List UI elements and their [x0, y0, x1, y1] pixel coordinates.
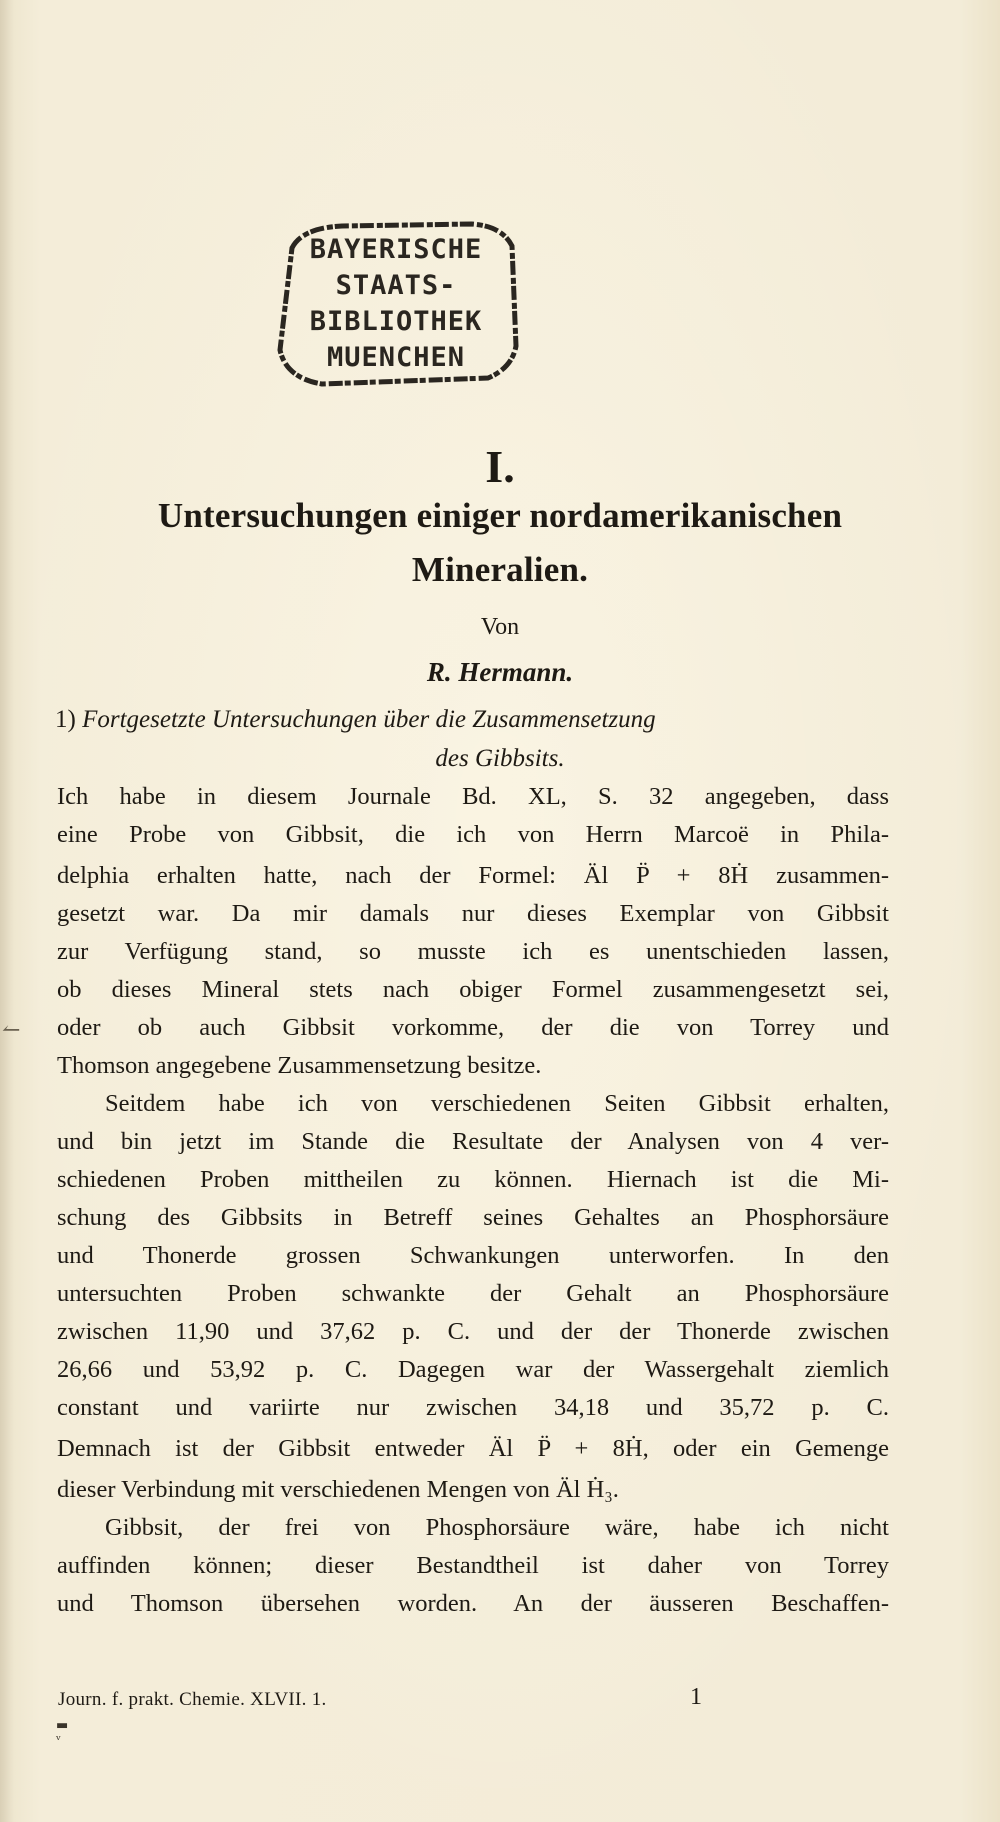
printer-mark-icon: ▬ ᵛ [56, 1718, 69, 1748]
subheading-number: 1) [55, 706, 76, 733]
body-line-1: Ich habe in diesem Journale Bd. XL, S. 32 angegeben, dass [57, 783, 889, 810]
body-line-9: Seitdem habe ich von verschiedenen Seiten Gibbsit erhalten, [105, 1090, 889, 1117]
body-line-13: und Thonerde grossen Schwankungen unterworfen. In den [57, 1242, 889, 1269]
sheet-number: 1 [690, 1684, 702, 1710]
body-line-11: schiedenen Proben mittheilen zu können. Hiernach ist die Mi- [57, 1166, 889, 1193]
stamp-line-1: BAYERISCHE [309, 234, 483, 265]
body-line-12: schung des Gibbsits in Betreff seines Gehaltes an Phosphorsäure [57, 1204, 889, 1231]
body-line-15: zwischen 11,90 und 37,62 p. C. und der der Thonerde zwischen [57, 1318, 889, 1345]
stamp-line-2: STAATS- [335, 270, 457, 301]
subheading-line1 [55, 706, 945, 734]
body-line-10: und bin jetzt im Stande die Resultate der Analysen von 4 ver- [57, 1128, 889, 1155]
body-line-8: Thomson angegebene Zusammensetzung besitze. [57, 1052, 542, 1079]
library-stamp [262, 218, 530, 390]
body-line-6: ob dieses Mineral stets nach obiger Formel zusammengesetzt sei, [57, 976, 889, 1003]
journal-signature: Journ. f. prakt. Chemie. XLVII. 1. [58, 1689, 327, 1710]
body-line-21: auffinden können; dieser Bestandtheil ist daher von Torrey [57, 1552, 889, 1579]
byline-von: Von [480, 614, 520, 640]
body-line-5: zur Verfügung stand, so musste ich es unentschieden lassen, [57, 938, 889, 965]
body-line-2: eine Probe von Gibbsit, die ich von Herrn Marcoë in Phila- [57, 821, 889, 848]
subheading-text: Fortgesetzte Untersuchungen über die Zusammensetzung [82, 706, 656, 733]
stamp-line-4: MUENCHEN [326, 342, 466, 373]
body-line-22: und Thomson übersehen worden. An der äusseren Beschaffen- [57, 1590, 889, 1617]
body-line-18: Demnach ist der Gibbsit entweder Äl P̈ + 8Ḣ, oder ein Gemenge [57, 1435, 889, 1462]
body-line-17: constant und variirte nur zwischen 34,18 und 35,72 p. C. [57, 1394, 889, 1421]
body-line-16: 26,66 und 53,92 p. C. Dagegen war der Wassergehalt ziemlich [57, 1356, 889, 1383]
margin-arrow-mark: ↼ [2, 1018, 21, 1043]
body-line-3: delphia erhalten hatte, nach der Formel: Äl P̈ + 8Ḣ zusammen- [57, 862, 889, 889]
article-title-line2: Mineralien. [411, 550, 589, 589]
body-line-7: oder ob auch Gibbsit vorkomme, der die von Torrey und [57, 1014, 889, 1041]
article-title-line1: Untersuchungen einiger nordamerikanischen [157, 496, 843, 535]
body-line-20: Gibbsit, der frei von Phosphorsäure wäre, habe ich nicht [105, 1514, 889, 1541]
subheading-line2: des Gibbsits. [435, 745, 565, 772]
section-number: I. [485, 441, 515, 492]
stamp-line-3: BIBLIOTHEK [309, 306, 483, 337]
body-line-19: dieser Verbindung mit verschiedenen Mengen von Äl Ḣ₃. [57, 1476, 619, 1503]
body-line-4: gesetzt war. Da mir damals nur dieses Exemplar von Gibbsit [57, 900, 889, 927]
body-line-14: untersuchten Proben schwankte der Gehalt an Phosphorsäure [57, 1280, 889, 1307]
author-name: R. Hermann. [426, 657, 574, 687]
